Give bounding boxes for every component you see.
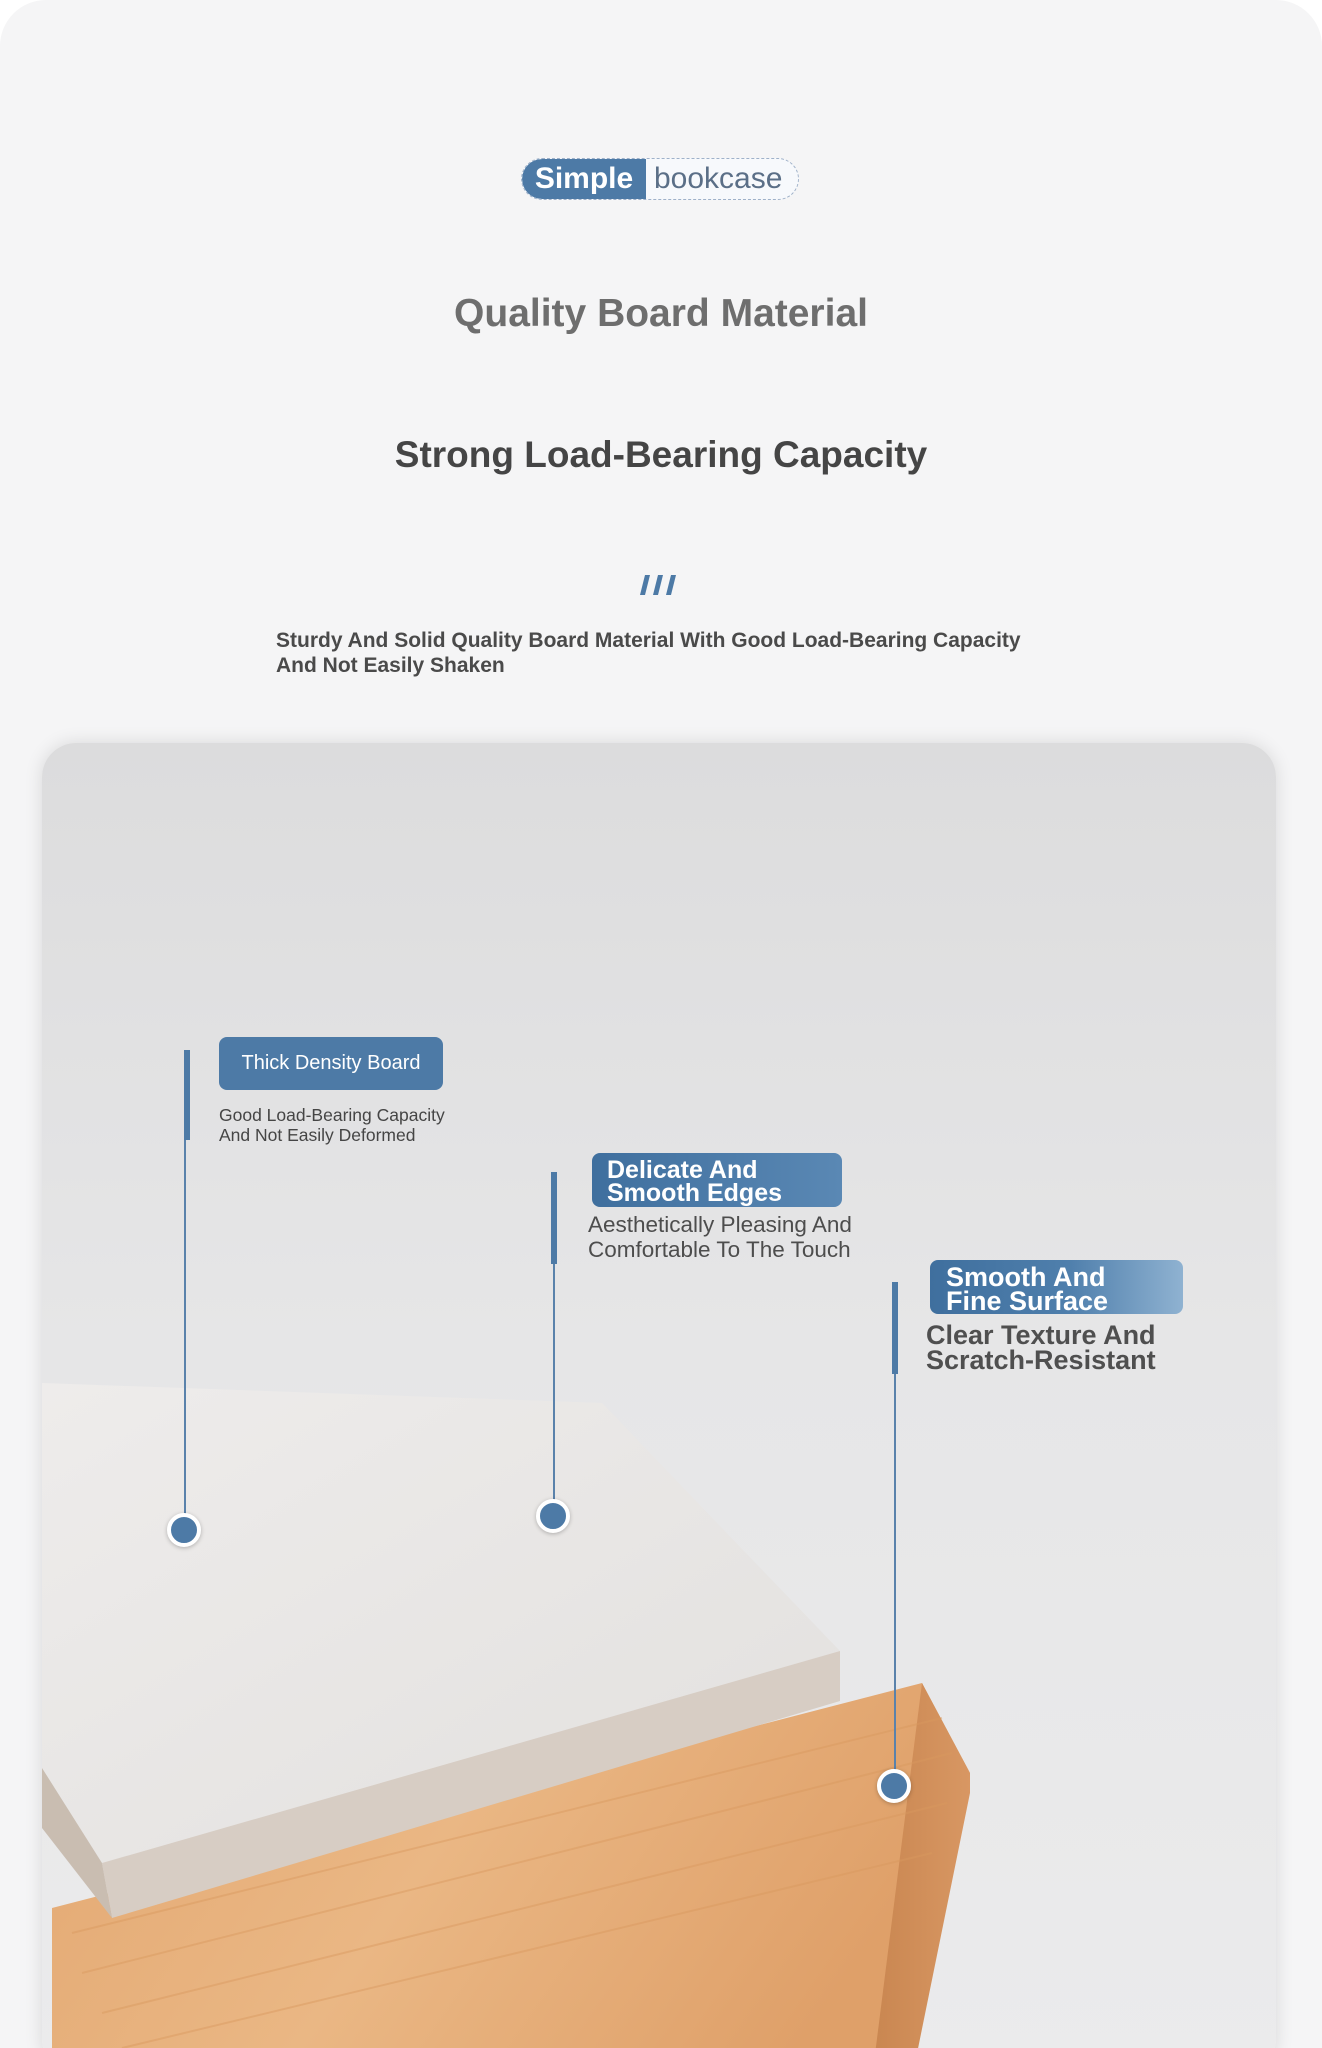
feature-1-text-line-1: Good Load-Bearing Capacity — [219, 1105, 445, 1125]
feature-2-tag-line-2: Smooth Edges — [607, 1179, 783, 1207]
description-line-2: And Not Easily Shaken — [276, 654, 505, 677]
feature-3-tag-line-2: Fine Surface — [946, 1286, 1109, 1316]
section-subtitle: Strong Load-Bearing Capacity — [394, 434, 928, 475]
feature-2-leader-line — [553, 1264, 555, 1516]
feature-2-accent-bar — [551, 1172, 557, 1264]
section-title: Quality Board Material — [454, 292, 868, 335]
brand-logo — [521, 158, 799, 200]
feature-3-leader-line — [894, 1374, 896, 1786]
feature-2-text-line-1: Aesthetically Pleasing And — [588, 1212, 852, 1237]
logo-left-text: Simple — [522, 159, 646, 199]
logo-right-text: bookcase — [654, 162, 783, 195]
feature-3-text — [926, 1320, 1186, 1375]
decorative-slashes-icon — [639, 575, 683, 595]
feature-3-text-line-2: Scratch-Resistant — [926, 1345, 1156, 1375]
feature-1-tag: Thick Density Board — [219, 1037, 443, 1090]
feature-2-tag-line-1: Delicate And — [607, 1156, 758, 1184]
feature-1-text-line-2: And Not Easily Deformed — [219, 1125, 416, 1145]
feature-1-accent-bar — [184, 1050, 190, 1140]
feature-2-text-line-2: Comfortable To The Touch — [588, 1237, 851, 1262]
product-image-card — [42, 743, 1276, 2048]
feature-2-tag — [592, 1153, 842, 1207]
feature-3-tag — [930, 1260, 1183, 1314]
feature-1-hotspot[interactable] — [167, 1513, 201, 1547]
feature-1-text — [219, 1105, 499, 1145]
feature-3-accent-bar — [892, 1282, 898, 1374]
feature-2-hotspot[interactable] — [536, 1499, 570, 1533]
feature-3-tag-line-1: Smooth And — [946, 1262, 1106, 1292]
feature-3-text-line-1: Clear Texture And — [926, 1320, 1156, 1350]
description-line-1: Sturdy And Solid Quality Board Material With Good Load-Bearing Capacity — [276, 629, 1021, 652]
feature-3-hotspot[interactable] — [877, 1769, 911, 1803]
section-description — [276, 628, 1056, 678]
feature-1-leader-line — [184, 1140, 186, 1530]
board-samples-image — [42, 743, 1276, 2048]
feature-2-text — [588, 1212, 888, 1262]
